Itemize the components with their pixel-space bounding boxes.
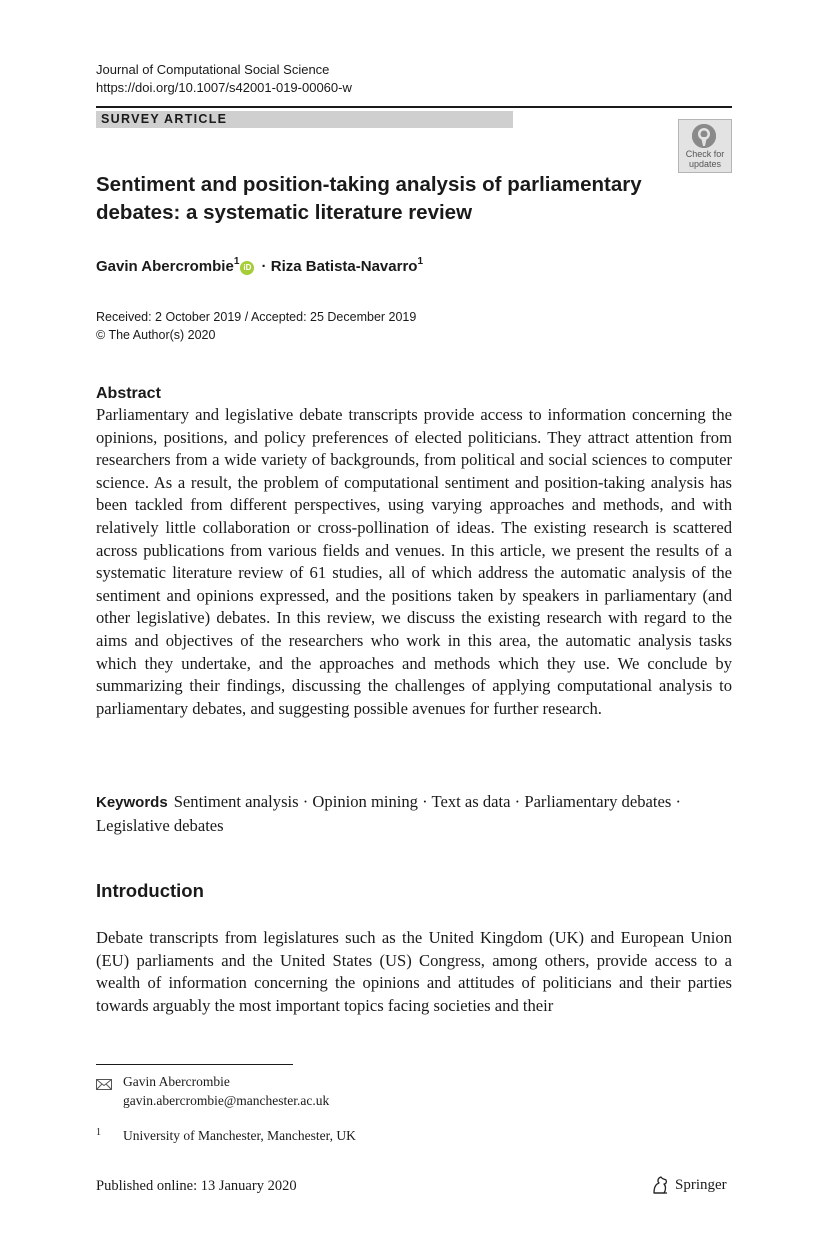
header-rule — [96, 106, 732, 108]
journal-name: Journal of Computational Social Science — [96, 62, 330, 77]
journal-header — [96, 61, 352, 97]
check-for-updates-badge[interactable] — [678, 119, 732, 173]
affiliation-text: University of Manchester, Manchester, UK — [123, 1128, 356, 1143]
author-1[interactable]: Gavin Abercrombie — [96, 258, 234, 275]
author-2[interactable]: Riza Batista-Navarro — [270, 258, 418, 275]
check-for-updates-text: Check for updates — [685, 149, 725, 169]
published-online: Published online: 13 January 2020 — [96, 1178, 297, 1194]
keywords-text: Sentiment analysis · Opinion mining · Text as data · Parliamentary debates · Legislative debates — [96, 792, 681, 835]
copyright: © The Author(s) 2020 — [96, 328, 216, 342]
article-type-label: SURVEY ARTICLE — [101, 112, 228, 126]
keywords-label: Keywords — [96, 794, 168, 811]
springer-horse-icon — [651, 1175, 671, 1200]
introduction-text: Debate transcripts from legislatures such as the United Kingdom (UK) and European Union (EU) parliaments and the United States (US) Congress, among others, provide access to a wealth of information concerning the opinions and attitudes of politicians and their parties towards arguably the most important topics facing societies and their — [96, 928, 732, 1015]
corresponding-author-name: Gavin Abercrombie — [123, 1074, 230, 1089]
title-line-2: debates: a systematic literature review — [96, 201, 473, 224]
doi-link[interactable]: https://doi.org/10.1007/s42001-019-00060-w — [96, 80, 352, 95]
envelope-icon — [96, 1077, 112, 1095]
received-accepted: Received: 2 October 2019 / Accepted: 25 December 2019 — [96, 310, 417, 324]
footnote-rule — [96, 1064, 293, 1065]
abstract-heading: Abstract — [96, 385, 161, 402]
orcid-icon[interactable]: iD — [240, 261, 254, 275]
publisher-name: Springer — [675, 1177, 727, 1193]
article-dates — [96, 308, 416, 344]
corresponding-author-email[interactable]: gavin.abercrombie@manchester.ac.uk — [123, 1093, 330, 1108]
title-line-1: Sentiment and position-taking analysis of parliamentary — [96, 173, 642, 196]
affiliation-number: 1 — [96, 1127, 101, 1138]
keywords — [96, 791, 732, 837]
crossmark-icon — [692, 124, 716, 148]
author-1-affiliation: 1 — [233, 256, 240, 267]
author-separator: · — [257, 258, 271, 275]
author-list — [96, 256, 423, 278]
abstract-text: Parliamentary and legislative debate transcripts provide access to information concerning the opinions, positions, and policy preferences of elected politicians. They attract attention from researchers from a wide variety of backgrounds, from political and social sciences to computer science. As a result, the problem of computational sentiment and position-taking analysis has been tackled from different perspectives, using varying approaches and methods, and with relatively little collaboration or cross-pollination of ideas. The existing research is scattered across publications from various fields and venues. In this article, we present the results of a systematic literature review of 61 studies, all of which address the automatic analysis of the sentiment and opinions expressed, and the positions taken by speakers in parliamentary (and other legislative) debates. In this review, we discuss the existing research with regard to the aims and objectives of the researchers who work in this area, the automatic analysis tasks which they undertake, and the approaches and methods which they use. We conclude by summarizing their findings, discussing the challenges of applying computational analysis to parliamentary debates, and suggesting possible avenues for further research. — [96, 405, 732, 718]
author-2-affiliation: 1 — [417, 256, 424, 267]
introduction-heading: Introduction — [96, 880, 204, 901]
article-title — [96, 171, 676, 227]
